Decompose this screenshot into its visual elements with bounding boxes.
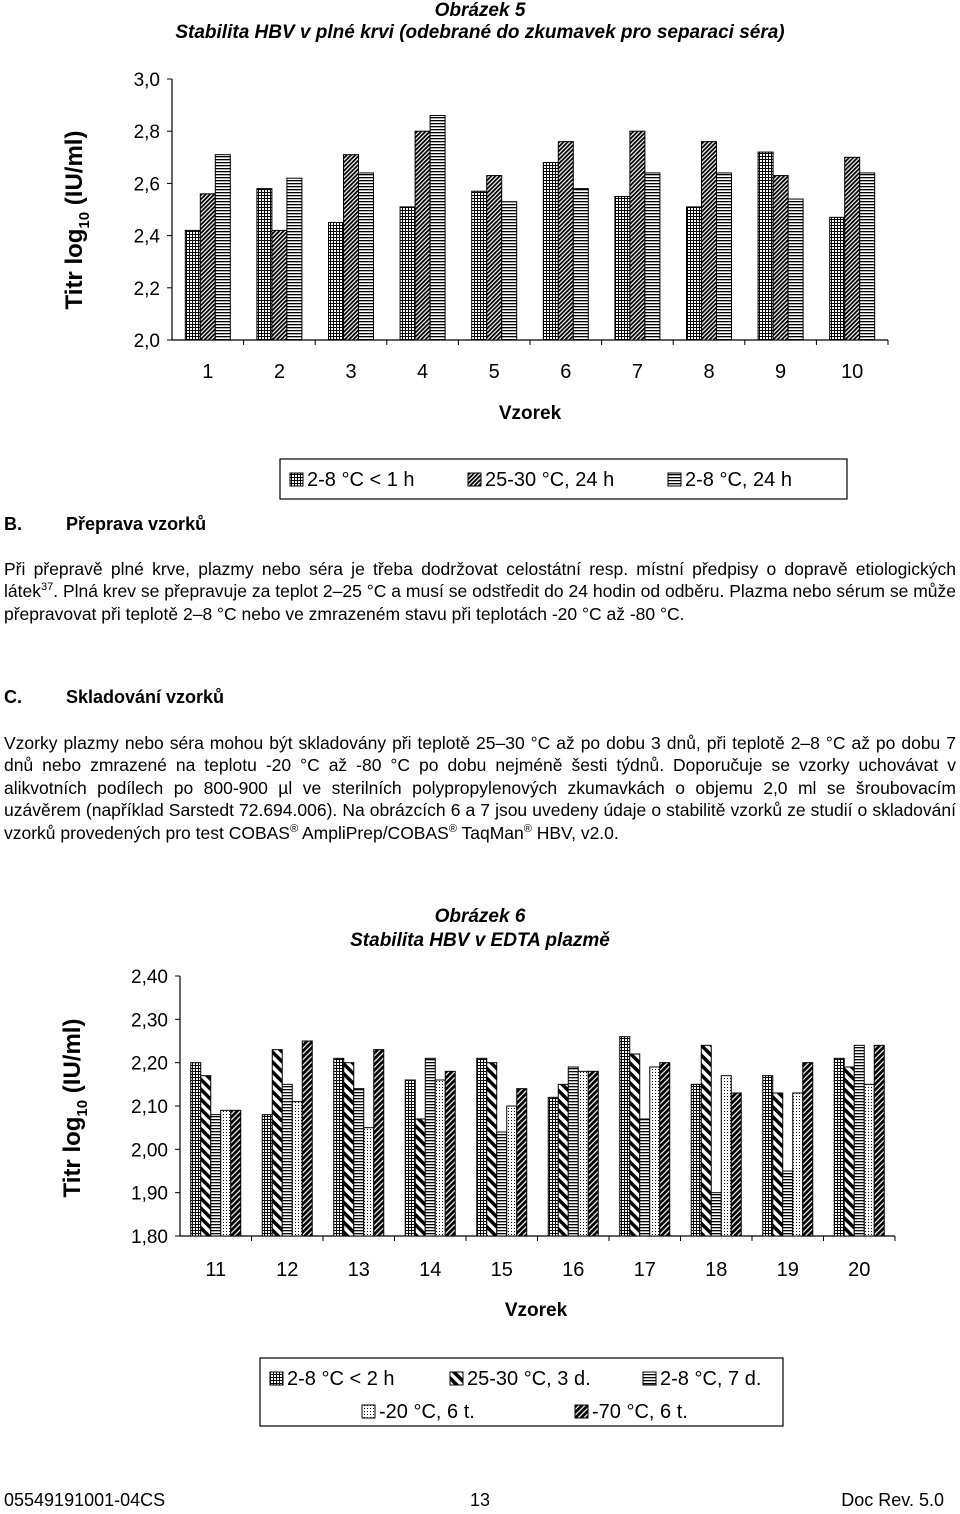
bar-19-series-3 (783, 1171, 793, 1236)
bar-9-series-3 (788, 199, 803, 340)
superscript: 37 (40, 581, 54, 594)
bar-14-series-4 (435, 1080, 445, 1236)
figure5-caption-line2: Stabilita HBV v plné krvi (odebrané do zkumavek pro separaci séra) (175, 22, 785, 43)
bar-14-series-3 (425, 1058, 435, 1236)
bar-2-series-1 (257, 189, 272, 340)
x-axis-label: Vzorek (498, 403, 562, 424)
figure6-chart (0, 955, 960, 1445)
superscript: ® (448, 822, 457, 835)
bar-14-series-2 (415, 1119, 425, 1236)
bar-16-series-2 (558, 1084, 568, 1236)
x-tick-label: 3 (345, 361, 357, 383)
bar-6-series-2 (558, 142, 573, 340)
bar-12-series-2 (272, 1050, 282, 1236)
bar-17-series-5 (660, 1063, 670, 1236)
section-b-title: Přeprava vzorků (66, 514, 207, 534)
x-tick-label: 12 (276, 1259, 299, 1281)
legend-swatch (270, 1372, 283, 1385)
bar-6-series-1 (543, 163, 558, 340)
bar-15-series-2 (487, 1063, 497, 1236)
bar-19-series-1 (763, 1076, 773, 1236)
paragraph-text: HBV, v2.0. (531, 822, 619, 843)
bar-15-series-3 (497, 1132, 507, 1236)
bar-20-series-5 (874, 1045, 884, 1236)
bar-12-series-4 (292, 1102, 302, 1236)
legend-label: -70 °C, 6 t. (592, 1401, 688, 1423)
bar-11-series-4 (221, 1110, 231, 1236)
paragraph-text: Vzorky plazmy nebo séra mohou být skladovány při teplotě 25–30 °C až po dobu 3 dnů, při teplotě 2–8 °C až po dobu 7 dnů nebo zmrazené na teplotu -20 °C až -80 °C po dobu nejméně šesti týdnů. Doporučuje se vzorky uchovávat v alikvotních podílech po 800-900 µl ve sterilních polypropylenových zkumavkách o objemu 2,0 ml se šroubovacím uzávěrem (například Sarstedt 72.694.006). Na obrázcích 6 a 7 jsou uvedeny údaje o stabilitě vzorků ze studií o skladování vzorků provedených pro test COBAS (4, 733, 956, 843)
bar-2-series-3 (287, 178, 302, 340)
bar-13-series-4 (364, 1128, 374, 1236)
bar-5-series-2 (487, 176, 502, 340)
bar-18-series-4 (721, 1076, 731, 1236)
paragraph-text: AmpliPrep/COBAS (298, 822, 449, 843)
y-tick-label: 1,80 (131, 1227, 168, 1248)
bar-7-series-1 (615, 196, 630, 340)
x-tick-label: 15 (490, 1259, 513, 1281)
bar-19-series-2 (773, 1093, 783, 1236)
y-tick-label: 2,00 (131, 1140, 168, 1162)
bar-13-series-2 (344, 1063, 354, 1236)
legend-label: 25-30 °C, 24 h (485, 469, 615, 491)
bar-19-series-4 (793, 1093, 803, 1236)
bar-12-series-1 (262, 1115, 272, 1236)
x-tick-label: 6 (560, 361, 572, 383)
x-tick-label: 9 (775, 361, 787, 383)
y-axis-label (59, 1019, 91, 1198)
x-tick-label: 14 (419, 1259, 442, 1281)
bar-8-series-2 (702, 142, 717, 340)
y-tick-label: 3,0 (133, 70, 160, 91)
y-tick-label: 2,8 (133, 122, 160, 144)
section-b-number: B. (4, 514, 22, 534)
x-tick-label: 10 (841, 361, 864, 383)
x-tick-label: 8 (703, 361, 715, 383)
section-c-number: C. (4, 687, 22, 707)
x-tick-label: 4 (417, 361, 429, 383)
bar-11-series-1 (191, 1063, 201, 1236)
bar-12-series-5 (302, 1041, 312, 1236)
bar-13-series-5 (374, 1050, 384, 1236)
paragraph-text: TaqMan (456, 822, 524, 843)
x-tick-label: 19 (776, 1259, 799, 1281)
legend-swatch (468, 473, 481, 486)
footer-revision: Doc Rev. 5.0 (841, 1490, 944, 1510)
legend-label: 2-8 °C < 2 h (287, 1368, 395, 1390)
bar-16-series-4 (578, 1071, 588, 1236)
bar-14-series-5 (445, 1071, 455, 1236)
figure5-chart (0, 50, 960, 510)
figure6-caption-line1: Obrázek 6 (434, 906, 526, 927)
legend-swatch (668, 473, 681, 486)
bar-15-series-4 (507, 1106, 517, 1236)
x-tick-label: 5 (488, 361, 500, 383)
bar-17-series-3 (640, 1119, 650, 1236)
bar-5-series-1 (472, 191, 487, 340)
y-tick-label: 2,30 (131, 1010, 168, 1032)
bar-17-series-4 (650, 1067, 660, 1236)
bar-3-series-2 (344, 155, 359, 340)
legend-label: 2-8 °C, 24 h (685, 469, 792, 491)
x-tick-label: 20 (848, 1259, 871, 1281)
superscript: ® (523, 822, 532, 835)
bar-18-series-2 (701, 1045, 711, 1236)
bar-20-series-3 (854, 1045, 864, 1236)
bar-14-series-1 (405, 1080, 415, 1236)
footer-page-number: 13 (470, 1490, 491, 1510)
bar-1-series-1 (185, 230, 200, 340)
bar-5-series-3 (502, 202, 517, 340)
bar-4-series-3 (430, 116, 445, 340)
footer-doc-number: 05549191001-04CS (4, 1490, 166, 1510)
y-axis-label-unit: (IU/ml) (61, 130, 88, 212)
y-axis-label-main: Titr log (61, 228, 88, 310)
figure6-caption-line2: Stabilita HBV v EDTA plazmě (350, 930, 610, 951)
bar-10-series-2 (845, 157, 860, 340)
bar-18-series-3 (711, 1193, 721, 1236)
paragraph-text: Při přepravě plné krve, plazmy nebo séra je třeba dodržovat celostátní resp. místní předpisy o dopravě etiologických látek (4, 559, 956, 602)
bar-19-series-5 (803, 1063, 813, 1236)
legend-label: 2-8 °C < 1 h (307, 469, 415, 491)
x-axis-label: Vzorek (504, 1300, 568, 1321)
x-tick-label: 16 (562, 1259, 585, 1281)
bar-7-series-3 (645, 173, 660, 340)
section-c-paragraph (4, 732, 956, 844)
figure5-caption-line1: Obrázek 5 (434, 0, 526, 21)
bar-4-series-2 (415, 131, 430, 340)
y-axis-label-main: Titr log (59, 1116, 86, 1198)
y-axis-label-subscript: 10 (74, 1099, 91, 1117)
y-tick-label: 2,4 (133, 226, 160, 248)
bar-1-series-2 (200, 194, 215, 340)
bar-8-series-3 (717, 173, 732, 340)
bar-15-series-1 (477, 1058, 487, 1236)
section-b-paragraph (4, 558, 956, 625)
x-tick-label: 13 (347, 1259, 370, 1281)
bar-10-series-3 (860, 173, 875, 340)
bar-18-series-1 (691, 1084, 701, 1236)
x-tick-label: 2 (273, 361, 285, 383)
bar-17-series-1 (620, 1037, 630, 1236)
bar-12-series-3 (282, 1084, 292, 1236)
bar-16-series-1 (548, 1097, 558, 1236)
bar-7-series-2 (630, 131, 645, 340)
legend-swatch (362, 1405, 375, 1418)
bar-9-series-2 (773, 176, 788, 340)
bar-1-series-3 (215, 155, 230, 340)
bar-6-series-3 (573, 189, 588, 340)
bar-20-series-4 (864, 1084, 874, 1236)
bar-4-series-1 (400, 207, 415, 340)
section-c-title: Skladování vzorků (66, 687, 225, 707)
y-axis-label-subscript: 10 (76, 211, 93, 229)
bar-16-series-3 (568, 1067, 578, 1236)
x-tick-label: 11 (205, 1259, 227, 1281)
y-tick-label: 2,0 (133, 331, 160, 352)
bar-13-series-3 (354, 1089, 364, 1236)
bar-3-series-1 (329, 223, 344, 340)
bar-11-series-5 (231, 1110, 241, 1236)
x-tick-label: 17 (633, 1259, 656, 1281)
legend-swatch (290, 473, 303, 486)
bar-16-series-5 (588, 1071, 598, 1236)
bar-2-series-2 (272, 230, 287, 340)
y-tick-label: 1,90 (131, 1183, 168, 1205)
y-tick-label: 2,40 (131, 967, 168, 988)
x-tick-label: 1 (202, 361, 214, 383)
bar-20-series-2 (844, 1067, 854, 1236)
legend-swatch (575, 1405, 588, 1418)
y-axis-label (61, 131, 93, 310)
bar-11-series-2 (201, 1076, 211, 1236)
legend-label: 2-8 °C, 7 d. (660, 1368, 762, 1390)
bar-9-series-1 (758, 152, 773, 340)
y-tick-label: 2,20 (131, 1053, 168, 1075)
superscript: ® (289, 822, 299, 835)
legend-swatch (450, 1372, 463, 1385)
y-axis-label-unit: (IU/ml) (59, 1018, 86, 1100)
bar-20-series-1 (834, 1058, 844, 1236)
legend-label: -20 °C, 6 t. (379, 1401, 475, 1423)
legend-label: 25-30 °C, 3 d. (467, 1368, 591, 1390)
x-tick-label: 18 (705, 1259, 728, 1281)
y-tick-label: 2,10 (131, 1097, 168, 1118)
bar-13-series-1 (334, 1058, 344, 1236)
bar-8-series-1 (687, 207, 702, 340)
y-tick-label: 2,6 (133, 174, 160, 196)
x-tick-label: 7 (631, 361, 643, 383)
bar-17-series-2 (630, 1054, 640, 1236)
bar-3-series-3 (359, 173, 374, 340)
bar-10-series-1 (830, 217, 845, 340)
paragraph-text: . Plná krev se přepravuje za teplot 2–25 °C a musí se odstředit do 24 hodin od odběru. Plazma nebo sérum se může přepravovat při teplotě 2–8 °C nebo ve zmrazeném stavu při teplotách -20 °C až -80 °C. (4, 581, 956, 624)
bar-15-series-5 (517, 1089, 527, 1236)
y-tick-label: 2,2 (133, 278, 160, 300)
bar-18-series-5 (731, 1093, 741, 1236)
legend-swatch (643, 1372, 656, 1385)
bar-11-series-3 (211, 1115, 221, 1236)
